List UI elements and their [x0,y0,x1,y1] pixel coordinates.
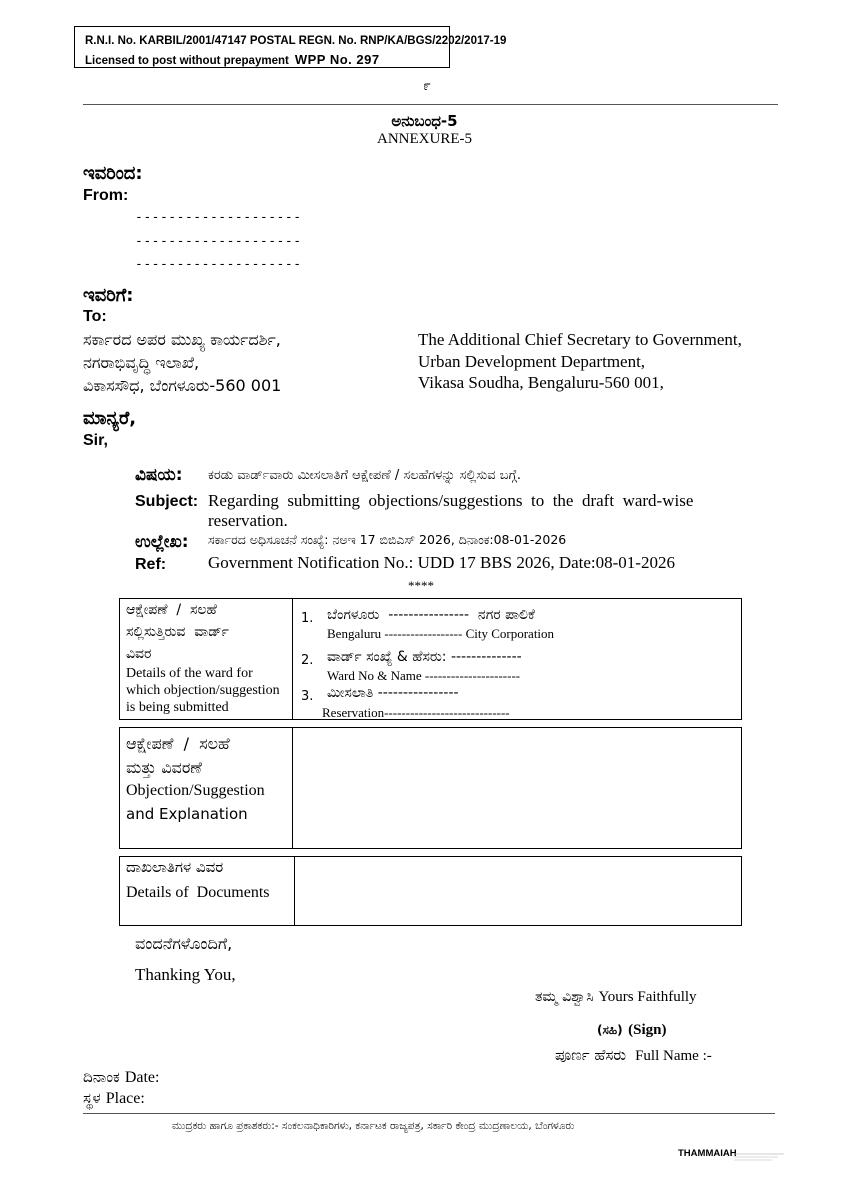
sign-label-kannada: (ಸಹಿ) [597,1023,623,1037]
from-label-kannada: ಇವರಿಂದ: [83,163,143,184]
place-label-english: Place: [105,1090,145,1107]
table-divider [294,856,295,926]
ward-item-english: Ward No & Name ---------------------- [327,668,521,683]
ward-details-label-english-line: Details of the ward for [126,666,253,681]
footer-divider [83,1113,775,1114]
page-number: ೯ [423,78,431,94]
ward-details-label-english-line: which objection/suggestion [126,683,280,698]
ward-details-label-kannada-line: ಆಕ್ಷೇಪಣೆ / ಸಲಹೆ [126,602,217,618]
from-blank-line: -------------------- [135,257,302,272]
registration-box [74,26,507,68]
date-label-english: Date: [124,1069,160,1086]
objection-label-kannada-line: ಆಕ್ಷೇಪಣೆ / ಸಲಹೆ [126,734,230,753]
subject-text-kannada: ಕರಡು ವಾರ್ಡ್‌ವಾರು ಮೀಸಲಾತಿಗೆ ಆಕ್ಷೇಪಣೆ / ಸಲಹೆಗಳನ್ನು ಸಲ್ಲಿಸುವ ಬಗ್ಗೆ. [208,468,521,483]
printer-credit: ಮುದ್ರಕರು ಹಾಗೂ ಪ್ರಕಾಶಕರು:- ಸಂಕಲನಾಧಿಕಾರಿಗಳು, ಕರ್ನಾಟಕ ರಾಜ್ಯಪತ್ರ, ಸರ್ಕಾರಿ ಕೇಂದ್ರ ಮುದ್ರಣಾಲಯ, ಬೆಂಗಳೂರು [172,1120,575,1132]
to-label-english: To: [83,308,107,325]
subject-label-kannada: ವಿಷಯ: [135,465,183,485]
postal-license-line [85,52,380,67]
annexure-title-english: ANNEXURE-5 [377,131,472,147]
stamp-scribble [734,1147,786,1157]
closing-english: Thanking You, [135,965,236,984]
objection-entry-area[interactable] [296,731,738,846]
sign-label [597,1019,667,1039]
ward-details-label-english-line: is being submitted [126,700,229,715]
ward-item-number: 3. [301,689,314,704]
documents-label-english: Details of Documents [126,884,270,901]
sign-label-english: (Sign) [628,1022,667,1038]
reference-text-kannada: ಸರ್ಕಾರದ ಅಧಿಸೂಚನೆ ಸಂಖ್ಯೆ: ನಅಇ 17 ಬಿಬಿಎಸ್ 2026, ದಿನಾಂಕ:08-01-2026 [208,532,567,547]
annexure-title-kannada: ಅನುಬಂಧ-5 [391,112,458,130]
full-name-field [555,1045,712,1065]
documents-entry-area[interactable] [298,860,738,922]
subject-text-english: Regarding submitting objections/suggestions to the draft ward-wise [208,491,694,510]
to-address-english-line: Urban Development Department, [418,352,646,371]
objection-label-kannada-line: ಮತ್ತು ವಿವರಣೆ [126,758,202,777]
reference-label-kannada: ಉಲ್ಲೇಖ: [135,532,189,552]
to-label-kannada: ಇವರಿಗೆ: [83,285,134,306]
documents-label-kannada: ದಾಖಲಾತಿಗಳ ವಿವರ [126,858,224,876]
ward-item-number: 2. [301,653,314,668]
ward-item-number: 1. [301,611,314,626]
table-divider [292,727,293,849]
to-address-english-line: Vikasa Soudha, Bengaluru-560 001, [418,373,664,392]
registration-line: R.N.I. No. KARBIL/2001/47147 POSTAL REGN. No. RNP/KA/BGS/2202/2017-19 [85,35,507,47]
full-name-label-kannada: ಪೂರ್ಣ ಹೆಸರು [555,1046,626,1064]
from-blank-line: -------------------- [135,234,302,249]
header-divider [83,104,778,105]
ward-item-kannada: ಬೆಂಗಳೂರು ---------------- ನಗರ ಪಾಲಿಕೆ [327,607,535,623]
objection-label-english-line: and Explanation [126,805,248,823]
objection-label-english-line: Objection/Suggestion [126,782,265,799]
reference-label-english: Ref: [135,556,167,573]
ward-item-kannada: ಮೀಸಲಾತಿ ---------------- [327,685,459,701]
closing-kannada: ವಂದನೆಗಳೊಂದಿಗೆ, [135,934,233,953]
to-address-kannada-line: ನಗರಾಭಿವೃದ್ಧಿ ಇಲಾಖೆ, [83,353,200,372]
place-label-kannada: ಸ್ಥಳ [83,1089,101,1107]
ward-item-kannada: ವಾರ್ಡ್ ಸಂಖ್ಯೆ & ಹೆಸರು: -------------- [327,649,522,665]
from-label-english: From: [83,187,129,204]
wpp-number: WPP No. 297 [294,52,380,67]
to-address-kannada-line: ಸರ್ಕಾರದ ಅಪರ ಮುಖ್ಯ ಕಾರ್ಯದರ್ಶಿ, [83,330,281,349]
yours-faithfully-english: Yours Faithfully [598,989,697,1005]
salutation-kannada: ಮಾನ್ಯರೆ, [83,408,137,429]
from-blank-line: -------------------- [135,210,302,225]
place-field [83,1088,145,1108]
yours-faithfully [535,987,697,1006]
to-address-kannada-line: ವಿಕಾಸಸೌಧ, ಬೆಂಗಳೂರು-560 001 [83,376,282,395]
ward-details-label-kannada-line: ವಿವರ [126,646,152,662]
ward-item-english: Reservation----------------------------- [322,705,510,720]
ward-details-label-kannada-line: ಸಲ್ಲಿಸುತ್ತಿರುವ ವಾರ್ಡ್ [126,624,229,640]
salutation-english: Sir, [83,432,108,449]
postal-license-text: Licensed to post without prepayment [85,55,289,67]
operator-stamp: THAMMAIAH [678,1148,737,1159]
separator-stars: **** [408,578,434,593]
subject-text-english-continued: reservation. [208,511,288,530]
reference-text-english: Government Notification No.: UDD 17 BBS 2026, Date:08-01-2026 [208,553,675,572]
yours-faithfully-kannada: ತಮ್ಮ ವಿಶ್ವಾಸಿ [535,989,594,1005]
full-name-label-english: Full Name :- [635,1048,712,1064]
table-divider [292,598,293,720]
date-label-kannada: ದಿನಾಂಕ [83,1068,120,1086]
subject-label-english: Subject: [135,493,199,510]
to-address-english-line: The Additional Chief Secretary to Government, [418,330,742,349]
ward-item-english: Bengaluru ------------------ City Corporation [327,626,555,641]
date-field [83,1067,159,1087]
